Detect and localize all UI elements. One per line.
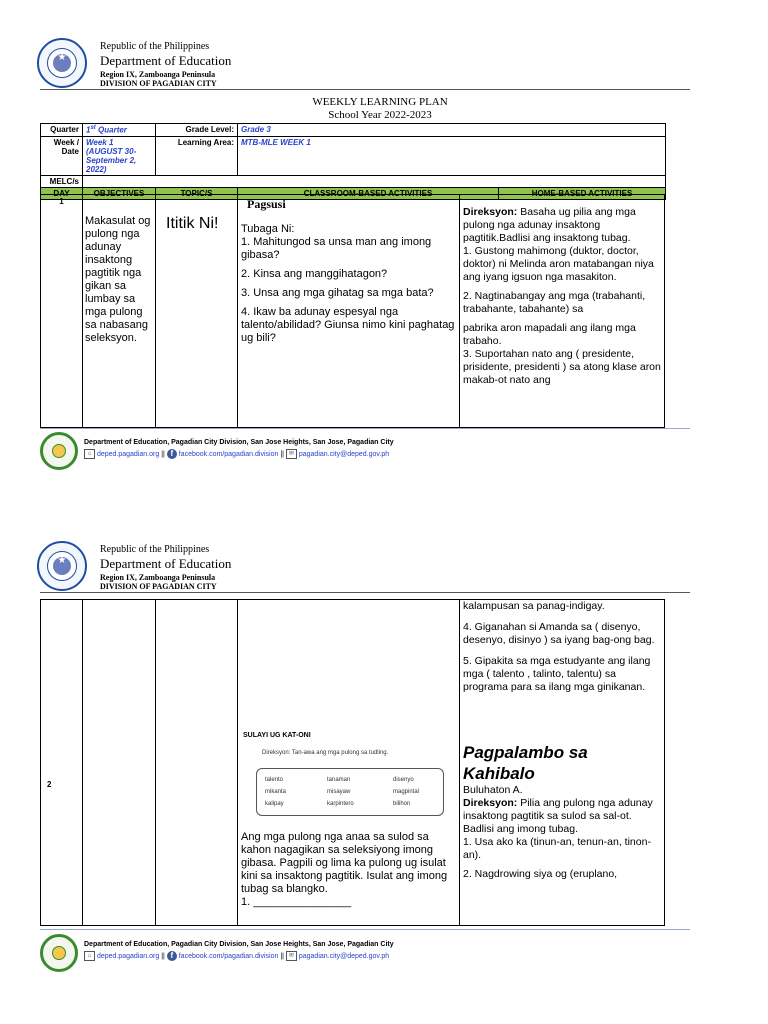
day2-home-item4: 4. Giganahan si Amanda sa ( disenyo, desenyo, disinyo ) sa iyang bag-ong bag. [463, 621, 655, 646]
day1-objectives-cell [82, 194, 156, 428]
day1-objectives: Makasulat og pulong nga adunay insaktong pagtitik nga gikan sa lumbay sa mga pulong sa nabasang seleksyon. [85, 215, 151, 344]
buluhaton-label: Buluhaton A. [463, 784, 523, 796]
day2-home-direksyon: Direksyon: Pilia ang pulong nga adunay insaktong pagtitik sa sulod sa sal-ot. Badlisi ang imong tubag. [463, 797, 653, 835]
plan-title: WEEKLY LEARNING PLAN [312, 96, 448, 108]
word-mikanta: mikanta [265, 789, 287, 795]
day1-day-number: 1 [59, 197, 64, 206]
email-icon: ✉ [286, 449, 297, 459]
day1-home-cell [459, 194, 665, 428]
day2-home-item1: 1. Usa ako ka (tinun-an, tenun-an, tinon-an). [463, 836, 651, 861]
day2-classroom-paragraph: Ang mga pulong nga anaa sa sulod sa kahon nagagikan sa seleksiyong imong gibasa. Pagpili og lima ka pulong ug isulat kini sa insaktong pagtitik. Isulat ang imong tubag sa blangko. [241, 831, 448, 895]
region-text: Region IX, Zamboanga Peninsula [100, 70, 216, 79]
region-text-2: Region IX, Zamboanga Peninsula [100, 573, 216, 582]
sulayi-direksyon: Direksyon: Tan-awa ang mga pulong sa tudling. [262, 750, 389, 756]
footer-divider-2 [40, 929, 690, 930]
day2-day-number: 2 [47, 780, 52, 789]
question-4: 4. Ikaw ba adunay espesyal nga talento/abilidad? Giunsa nimo kini paghatag ug bili? [241, 306, 455, 344]
day2-objectives-cell [82, 599, 156, 926]
learning-area-value: MTB-MLE WEEK 1 [238, 136, 666, 175]
word-disenyo: disenyo [393, 777, 414, 783]
word-box [256, 768, 444, 816]
day1-day-cell [40, 194, 83, 428]
question-3: 3. Unsa ang mga gihatag sa mga bata? [241, 287, 434, 299]
week-date-value: Week 1 (AUGUST 30-September 2, 2022) [83, 136, 156, 175]
col-classroom: CLASSROOM-BASED ACTIVITIES [238, 187, 499, 199]
grade-level-label: Grade Level: [156, 124, 238, 137]
day2-home-cont: kalampusan sa panag-indigay. [463, 600, 605, 612]
footer-facebook-link[interactable]: facebook.com/pagadian.division [178, 450, 279, 458]
facebook-icon: f [167, 449, 177, 459]
footer-links: ⌂ deped.pagadian.org || f facebook.com/pagadian.division || ✉ pagadian.city@deped.gov.ph [84, 449, 389, 459]
day1-classroom-cell [237, 194, 460, 428]
day2-day-cell [40, 599, 83, 926]
header-divider-2 [40, 592, 690, 593]
footer-divider-1 [40, 428, 690, 429]
grade-level-value: Grade 3 [238, 124, 666, 137]
division-text-2: DIVISION OF PAGADIAN CITY [100, 582, 217, 591]
answer-blank: 1. ________________ [241, 896, 352, 908]
facebook-icon: f [167, 951, 177, 961]
col-home: HOME-BASED ACTIVITIES [499, 187, 666, 199]
word-karpintero: karpintero [327, 801, 354, 807]
pagsusi-title: Pagsusi [247, 197, 286, 211]
republic-text: Republic of the Philippines [100, 41, 210, 52]
col-day: DAY [41, 187, 83, 199]
quarter-value: 1st Quarter [83, 124, 156, 137]
question-2: 2. Kinsa ang manggihatagon? [241, 268, 388, 280]
learning-area-label: Learning Area: [156, 136, 238, 175]
pagpalambo-title: Pagpalambo sa Kahibalo [463, 743, 588, 783]
footer-web-link-2[interactable]: deped.pagadian.org [96, 952, 160, 960]
header-divider [40, 89, 690, 90]
tubaga-label: Tubaga Ni: [241, 223, 295, 235]
footer-email-link[interactable]: pagadian.city@deped.gov.ph [298, 450, 390, 458]
day1-home-item1: 1. Gustong mahimong (duktor, doctor, doktor) ni Melinda aron matabangan niya ang iyang igsuon nga masakiton. [463, 245, 654, 283]
week-date-label: Week / Date [41, 136, 83, 175]
footer-links-2: ⌂ deped.pagadian.org || f facebook.com/pagadian.division || ✉ pagadian.city@deped.gov.ph [84, 951, 389, 961]
sulayi-title: SULAYI UG KAT-ONI [243, 732, 311, 739]
quarter-label: Quarter [41, 124, 83, 137]
melc-label: MELC/s [41, 175, 83, 187]
footer-email-link-2[interactable]: pagadian.city@deped.gov.ph [298, 952, 390, 960]
word-bilihon: bilihon [393, 801, 411, 807]
day1-topic-cell [155, 194, 238, 428]
footer-facebook-link-2[interactable]: facebook.com/pagadian.division [178, 952, 279, 960]
footer-address-2: Department of Education, Pagadian City Division, San Jose Heights, San Jose, Pagadian City [84, 941, 394, 948]
deped-seal-logo: ★ [37, 38, 87, 88]
info-table [40, 123, 666, 200]
division-text: DIVISION OF PAGADIAN CITY [100, 79, 217, 88]
word-kalipay: kalipay [265, 801, 284, 807]
col-objectives: OBJECTIVES [83, 187, 156, 199]
word-misayaw: misayaw [327, 789, 351, 795]
col-topics: TOPIC/S [156, 187, 238, 199]
word-talento: talento [265, 777, 284, 783]
republic-text-2: Republic of the Philippines [100, 544, 210, 555]
word-tanaman: tanaman [327, 777, 351, 783]
day2-home-item5: 5. Gipakita sa mga estudyante ang ilang mga ( talento , talinto, talentu) sa programa para sa ilang mga ginikanan. [463, 655, 651, 693]
melc-value [83, 175, 666, 187]
footer-web-link[interactable]: deped.pagadian.org [96, 450, 160, 458]
day1-home-item2: 2. Nagtinabangay ang mga (trabahanti, trabahante, tabahante) sa [463, 290, 646, 315]
day1-home-item2b: pabrika aron mapadali ang ilang mga trabaho. [463, 322, 636, 347]
school-year: School Year 2022-2023 [328, 109, 432, 121]
footer-address: Department of Education, Pagadian City Division, San Jose Heights, San Jose, Pagadian City [84, 439, 394, 446]
footer-seal-logo [40, 432, 78, 470]
day2-classroom-cell [237, 599, 460, 926]
day2-topic-cell [155, 599, 238, 926]
question-1: 1. Mahitungod sa unsa man ang imong gibasa? [241, 236, 432, 261]
department-text: Department of Education [100, 53, 232, 68]
deped-seal-logo-2: ★ [37, 541, 87, 591]
day2-home-cell [459, 599, 665, 926]
email-icon: ✉ [286, 951, 297, 961]
day1-topic: Ititik Ni! [166, 215, 219, 232]
department-text-2: Department of Education [100, 556, 232, 571]
web-icon: ⌂ [84, 951, 95, 961]
day1-home-item3: 3. Suportahan nato ang ( presidente, prisidente, presidenti ) sa atong klase aron makab-ot nato ang [463, 348, 661, 386]
footer-seal-logo-2 [40, 934, 78, 972]
day2-home-item2: 2. Nagdrowing siya og (eruplano, [463, 868, 618, 880]
word-magpintal: magpintal [393, 789, 420, 795]
web-icon: ⌂ [84, 449, 95, 459]
day1-home-direksyon: Direksyon: Basaha ug pilia ang mga pulong nga adunay insaktong pagtitik.Badlisi ang insaktong tubag. [463, 206, 636, 244]
